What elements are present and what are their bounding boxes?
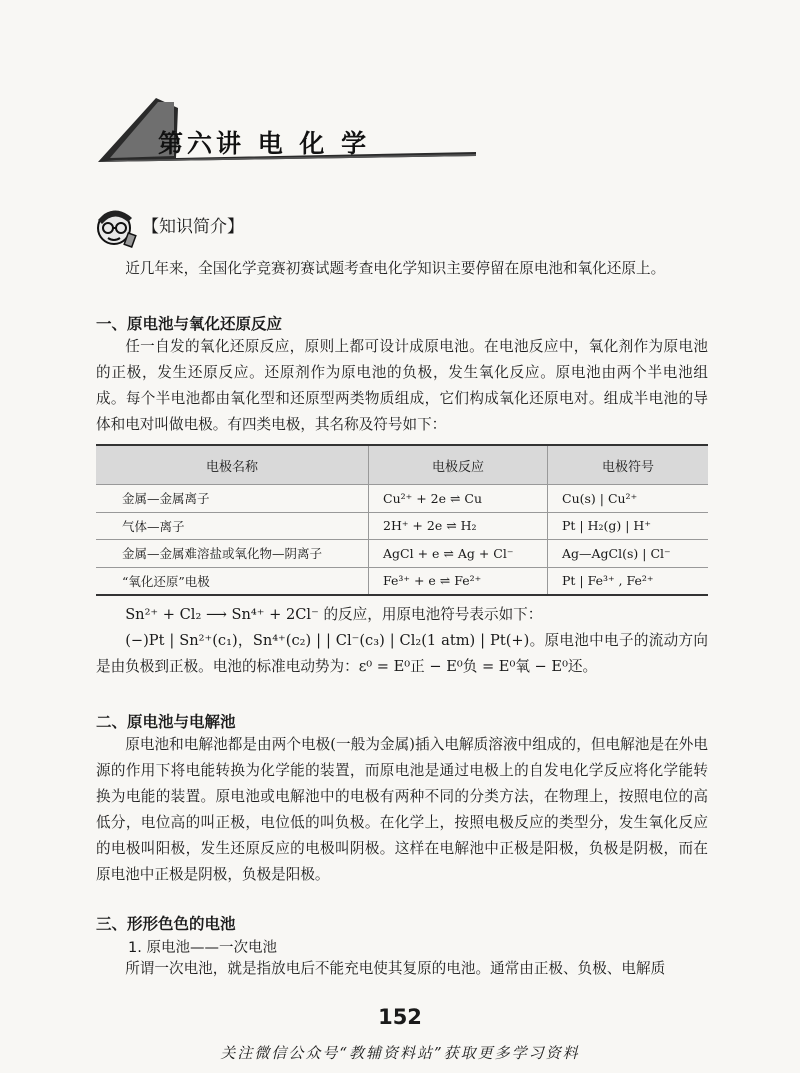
table-header-row (96, 445, 708, 485)
table-cell: Cu²⁺ + 2e ⇌ Cu (369, 485, 548, 513)
table-cell: 气体—离子 (96, 512, 369, 540)
section-3-heading: 三、形形色色的电池 (96, 915, 236, 933)
section-1-text: 任一自发的氧化还原反应，原则上都可设计成原电池。在电池反应中，氧化剂作为原电池的正极，发生还原反应。还原剂作为原电池的负极，发生氧化反应。原电池由两个半电池组成。每个半电池都由氧化型和还原型两类物质组成，它们构成氧化还原电对。组成半电池的导体和电对叫做电极。有四类电极，其名称及符号如下： (96, 338, 708, 433)
table-header-cell: 电极符号 (548, 445, 709, 485)
table-cell: AgCl + e ⇌ Ag + Cl⁻ (369, 540, 548, 568)
chapter-title: 第六讲 电 化 学 (158, 129, 371, 158)
table-row (96, 485, 708, 513)
table-header-cell: 电极反应 (369, 445, 548, 485)
electrode-table (96, 444, 708, 596)
section-2-text: 原电池和电解池都是由两个电极(一般为金属)插入电解质溶液中组成的，但电解池是在外电源的作用下将电能转换为化学能的装置，而原电池是通过电极上的自发电化学反应将化学能转换为电能的装置。原电池或电解池中的电极有两种不同的分类方法，在物理上，按照电位的高低分，电位高的叫正极，电位低的叫负极。在化学上，按照电极反应的类型分，发生氧化反应的电极叫阳极，发生还原反应的电极叫阴极。这样在电解池中正极是阳极，负极是阴极，而在原电池中正极是阴极，负极是阳极。 (96, 736, 708, 883)
table-cell: Pt | Fe³⁺ , Fe²⁺ (548, 567, 709, 595)
section-3-subheading: 1. 原电池——一次电池 (128, 940, 277, 956)
table-cell: Cu(s) | Cu²⁺ (548, 485, 709, 513)
footer-note: 关注微信公众号“教辅资料站”获取更多学习资料 (220, 1044, 580, 1062)
section-1-heading: 一、原电池与氧化还原反应 (96, 315, 283, 333)
table-cell: 2H⁺ + 2e ⇌ H₂ (369, 512, 548, 540)
table-cell: Pt | H₂(g) | H⁺ (548, 512, 709, 540)
reaction-line-2: (−)Pt | Sn²⁺(c₁)，Sn⁴⁺(c₂) | | Cl⁻(c₃) | Cl₂(1 atm) | Pt(+)。原电池中电子的流动方向是由负极到正极。电池的标准电动势为：ε⁰ = E⁰正 − E⁰负 = E⁰氧 − E⁰还。 (96, 632, 708, 675)
table-header-cell: 电极名称 (96, 445, 369, 485)
reaction-line-1: Sn²⁺ + Cl₂ ⟶ Sn⁴⁺ + 2Cl⁻ 的反应，用原电池符号表示如下： (125, 606, 543, 623)
table-cell: “氧化还原”电极 (96, 567, 369, 595)
table-cell: Ag—AgCl(s) | Cl⁻ (548, 540, 709, 568)
page-number: 152 (378, 1005, 422, 1029)
table-cell: Fe³⁺ + e ⇌ Fe²⁺ (369, 567, 548, 595)
table-row (96, 512, 708, 540)
intro-text: 近几年来，全国化学竞赛初赛试题考查电化学知识主要停留在原电池和氧化还原上。 (125, 260, 666, 277)
section-3-text: 所谓一次电池，就是指放电后不能充电使其复原的电池。通常由正极、负极、电解质 (125, 960, 666, 977)
table-cell: 金属—金属难溶盐或氧化物—阴离子 (96, 540, 369, 568)
table-cell: 金属—金属离子 (96, 485, 369, 513)
cartoon-scholar-icon (88, 200, 140, 252)
table-row (96, 540, 708, 568)
section-2-heading: 二、原电池与电解池 (96, 713, 236, 731)
intro-heading: 【知识简介】 (142, 217, 244, 237)
table-row (96, 567, 708, 595)
